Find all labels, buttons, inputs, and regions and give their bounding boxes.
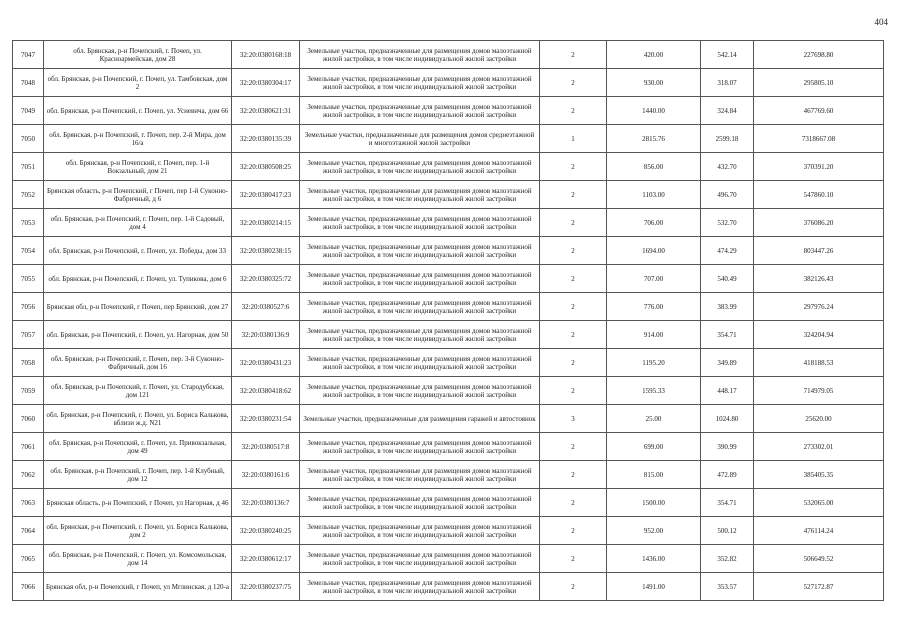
row-number-cell: 7060 [13, 405, 44, 433]
row-number-cell: 7052 [13, 181, 44, 209]
address-cell: обл. Брянская, р-н Почепский, г. Почеп, ул. Бориса Калькова, дом 2 [44, 517, 232, 545]
cadastral-value-cell: 714979.05 [754, 377, 884, 405]
cadastral-number-cell: 32:20:0380136:7 [232, 489, 300, 517]
table-row [13, 461, 884, 489]
cadastral-number-cell: 32:20:0380161:6 [232, 461, 300, 489]
table-row [13, 321, 884, 349]
cadastral-value-cell: 476114.24 [754, 517, 884, 545]
cadastral-number-cell: 32:20:0380417:23 [232, 181, 300, 209]
row-number-cell: 7059 [13, 377, 44, 405]
category-cell: 2 [540, 41, 607, 69]
table-row [13, 517, 884, 545]
table-row [13, 405, 884, 433]
category-cell: 2 [540, 321, 607, 349]
specific-value-cell: 448.17 [701, 377, 754, 405]
table-row [13, 293, 884, 321]
category-cell: 2 [540, 349, 607, 377]
table-row [13, 153, 884, 181]
specific-value-cell: 353.57 [701, 573, 754, 601]
category-cell: 2 [540, 573, 607, 601]
cadastral-value-cell: 547860.10 [754, 181, 884, 209]
row-number-cell: 7064 [13, 517, 44, 545]
category-cell: 3 [540, 405, 607, 433]
land-use-cell: Земельные участки, предназначенные для размещения домов малоэтажной жилой застройки, в том числе индивидуальной жилой застройки [300, 69, 540, 97]
address-cell: обл. Брянская, р-н Почепский, г. Почеп, пер. 1-й Клубный, дом 12 [44, 461, 232, 489]
land-use-cell: Земельные участки, предназначенные для размещения домов малоэтажной жилой застройки, в том числе индивидуальной жилой застройки [300, 321, 540, 349]
category-cell: 2 [540, 97, 607, 125]
specific-value-cell: 383.99 [701, 293, 754, 321]
cadastral-number-cell: 32:20:0380168:18 [232, 41, 300, 69]
category-cell: 2 [540, 181, 607, 209]
address-cell: обл. Брянская, р-н Почепский, г. Почеп, ул. Тупикова, дом 6 [44, 265, 232, 293]
cadastral-value-cell: 295805.10 [754, 69, 884, 97]
cadastral-number-cell: 32:20:0380508:25 [232, 153, 300, 181]
address-cell: обл. Брянская, р-н Почепский, г. Почеп, ул. Привокзальная, дом 49 [44, 433, 232, 461]
land-use-cell: Земельные участки, предназначенные для размещения домов малоэтажной жилой застройки, в том числе индивидуальной жилой застройки [300, 517, 540, 545]
area-cell: 776.00 [607, 293, 701, 321]
area-cell: 1595.33 [607, 377, 701, 405]
specific-value-cell: 354.71 [701, 321, 754, 349]
row-number-cell: 7056 [13, 293, 44, 321]
area-cell: 706.00 [607, 209, 701, 237]
area-cell: 420.00 [607, 41, 701, 69]
row-number-cell: 7058 [13, 349, 44, 377]
cadastral-value-cell: 467769.60 [754, 97, 884, 125]
area-cell: 914.00 [607, 321, 701, 349]
cadastral-number-cell: 32:20:0380237:75 [232, 573, 300, 601]
specific-value-cell: 540.49 [701, 265, 754, 293]
specific-value-cell: 472.89 [701, 461, 754, 489]
address-cell: Брянская область, р-н Почепский, г Почеп, ул Нагорная, д 46 [44, 489, 232, 517]
cadastral-number-cell: 32:20:0380527:6 [232, 293, 300, 321]
area-cell: 952.00 [607, 517, 701, 545]
table-row [13, 97, 884, 125]
table-row [13, 265, 884, 293]
specific-value-cell: 500.12 [701, 517, 754, 545]
land-use-cell: Земельные участки, предназначенные для размещения домов малоэтажной жилой застройки, в том числе индивидуальной жилой застройки [300, 41, 540, 69]
row-number-cell: 7048 [13, 69, 44, 97]
cadastral-value-cell: 532065.00 [754, 489, 884, 517]
row-number-cell: 7057 [13, 321, 44, 349]
area-cell: 1491.00 [607, 573, 701, 601]
category-cell: 2 [540, 545, 607, 573]
category-cell: 2 [540, 377, 607, 405]
land-use-cell: Земельные участки, предназначенные для размещения домов малоэтажной жилой застройки, в том числе индивидуальной жилой застройки [300, 209, 540, 237]
cadastral-value-cell: 382126.43 [754, 265, 884, 293]
land-use-cell: Земельные участки, предназначенные для размещения гаражей и автостоянок [300, 405, 540, 433]
category-cell: 2 [540, 293, 607, 321]
specific-value-cell: 496.70 [701, 181, 754, 209]
cadastral-number-cell: 32:20:0380135:39 [232, 125, 300, 153]
area-cell: 707.00 [607, 265, 701, 293]
address-cell: обл. Брянская, р-н Почепский, г. Почеп, ул. Комсомольская, дом 14 [44, 545, 232, 573]
specific-value-cell: 1024.80 [701, 405, 754, 433]
category-cell: 2 [540, 517, 607, 545]
row-number-cell: 7051 [13, 153, 44, 181]
specific-value-cell: 324.84 [701, 97, 754, 125]
address-cell: обл. Брянская, р-н Почепский, г. Почеп, пер. 3-й Суконно-Фабричный, дом 16 [44, 349, 232, 377]
specific-value-cell: 354.71 [701, 489, 754, 517]
address-cell: обл. Брянская, р-н Почепский, г. Почеп, пер. 1-й Садовый, дом 4 [44, 209, 232, 237]
land-use-cell: Земельные участки, предназначенные для размещения домов малоэтажной жилой застройки, в том числе индивидуальной жилой застройки [300, 433, 540, 461]
area-cell: 1195.20 [607, 349, 701, 377]
specific-value-cell: 349.89 [701, 349, 754, 377]
address-cell: обл. Брянская, р-н Почепский, г. Почеп, пер. 1-й Вокзальный, дом 21 [44, 153, 232, 181]
land-use-cell: Земельные участки, предназначенные для размещения домов малоэтажной жилой застройки, в том числе индивидуальной жилой застройки [300, 545, 540, 573]
area-cell: 25.00 [607, 405, 701, 433]
cadastral-value-cell: 418188.53 [754, 349, 884, 377]
area-cell: 699.00 [607, 433, 701, 461]
area-cell: 2815.76 [607, 125, 701, 153]
page-number: 404 [874, 17, 888, 27]
specific-value-cell: 474.29 [701, 237, 754, 265]
cadastral-value-cell: 7318667.08 [754, 125, 884, 153]
table-row [13, 237, 884, 265]
cadastral-number-cell: 32:20:0380238:15 [232, 237, 300, 265]
cadastral-number-cell: 32:20:0380325:72 [232, 265, 300, 293]
category-cell: 2 [540, 433, 607, 461]
row-number-cell: 7062 [13, 461, 44, 489]
land-use-cell: Земельные участки, предназначенные для размещения домов малоэтажной жилой застройки, в том числе индивидуальной жилой застройки [300, 97, 540, 125]
row-number-cell: 7049 [13, 97, 44, 125]
land-use-cell: Земельные участки, предназначенные для размещения домов малоэтажной жилой застройки, в том числе индивидуальной жилой застройки [300, 237, 540, 265]
land-use-cell: Земельные участки, предназначенные для размещения домов малоэтажной жилой застройки, в том числе индивидуальной жилой застройки [300, 377, 540, 405]
address-cell: обл. Брянская, р-н Почепский, г. Почеп, ул. Бориса Калькова, вблизи ж.д. N21 [44, 405, 232, 433]
specific-value-cell: 432.70 [701, 153, 754, 181]
cadastral-value-cell: 370391.20 [754, 153, 884, 181]
address-cell: обл. Брянская, р-н Почепский, г. Почеп, ул. Красноармейская, дом 28 [44, 41, 232, 69]
address-cell: Брянская обл, р-н Почепский, г Почеп, ул Мглинская, д 120-а [44, 573, 232, 601]
row-number-cell: 7063 [13, 489, 44, 517]
table-row [13, 125, 884, 153]
category-cell: 2 [540, 237, 607, 265]
area-cell: 1694.00 [607, 237, 701, 265]
category-cell: 2 [540, 153, 607, 181]
cadastral-number-cell: 32:20:0380231:54 [232, 405, 300, 433]
specific-value-cell: 318.07 [701, 69, 754, 97]
land-use-cell: Земельные участки, предназначенные для размещения домов малоэтажной жилой застройки, в том числе индивидуальной жилой застройки [300, 153, 540, 181]
area-cell: 1103.00 [607, 181, 701, 209]
row-number-cell: 7055 [13, 265, 44, 293]
row-number-cell: 7047 [13, 41, 44, 69]
table-row [13, 545, 884, 573]
address-cell: Брянская область, р-н Почепский, г Почеп, пер 1-й Суконно-Фабричный, д 6 [44, 181, 232, 209]
table-body [13, 41, 884, 601]
area-cell: 856.00 [607, 153, 701, 181]
cadastral-number-cell: 32:20:0380612:17 [232, 545, 300, 573]
area-cell: 1436.00 [607, 545, 701, 573]
land-use-cell: Земельные участки, предназначенные для размещения домов среднеэтажной и многоэтажной жилой застройки [300, 125, 540, 153]
specific-value-cell: 352.82 [701, 545, 754, 573]
table-row [13, 181, 884, 209]
category-cell: 2 [540, 489, 607, 517]
row-number-cell: 7054 [13, 237, 44, 265]
cadastral-number-cell: 32:20:0380431:23 [232, 349, 300, 377]
cadastral-value-cell: 324204.94 [754, 321, 884, 349]
cadastral-value-cell: 803447.26 [754, 237, 884, 265]
specific-value-cell: 542.14 [701, 41, 754, 69]
table-row [13, 349, 884, 377]
cadastral-value-cell: 506649.52 [754, 545, 884, 573]
row-number-cell: 7050 [13, 125, 44, 153]
row-number-cell: 7053 [13, 209, 44, 237]
land-use-cell: Земельные участки, предназначенные для размещения домов малоэтажной жилой застройки, в том числе индивидуальной жилой застройки [300, 489, 540, 517]
cadastral-value-cell: 273302.01 [754, 433, 884, 461]
row-number-cell: 7065 [13, 545, 44, 573]
land-use-cell: Земельные участки, предназначенные для размещения домов малоэтажной жилой застройки, в том числе индивидуальной жилой застройки [300, 349, 540, 377]
address-cell: обл. Брянская, р-н Почепский, г. Почеп, ул. Усиевича, дом 66 [44, 97, 232, 125]
table-row [13, 41, 884, 69]
area-cell: 815.00 [607, 461, 701, 489]
area-cell: 1440.00 [607, 97, 701, 125]
cadastral-value-cell: 376086.20 [754, 209, 884, 237]
cadastral-value-cell: 25620.00 [754, 405, 884, 433]
table-row [13, 489, 884, 517]
area-cell: 1500.00 [607, 489, 701, 517]
table-row [13, 433, 884, 461]
cadastral-number-cell: 32:20:0380304:17 [232, 69, 300, 97]
category-cell: 1 [540, 125, 607, 153]
cadastral-value-cell: 385405.35 [754, 461, 884, 489]
address-cell: Брянская обл, р-н Почепский, г Почеп, пер Брянский, дом 27 [44, 293, 232, 321]
cadastral-value-cell: 527172.87 [754, 573, 884, 601]
land-use-cell: Земельные участки, предназначенные для размещения домов малоэтажной жилой застройки, в том числе индивидуальной жилой застройки [300, 461, 540, 489]
table-row [13, 573, 884, 601]
cadastral-number-cell: 32:20:0380214:15 [232, 209, 300, 237]
cadastral-number-cell: 32:20:0380136:9 [232, 321, 300, 349]
cadastral-number-cell: 32:20:0380621:31 [232, 97, 300, 125]
cadastral-number-cell: 32:20:0380240:25 [232, 517, 300, 545]
specific-value-cell: 390.99 [701, 433, 754, 461]
row-number-cell: 7066 [13, 573, 44, 601]
cadastral-number-cell: 32:20:0380517:8 [232, 433, 300, 461]
table-row [13, 377, 884, 405]
address-cell: обл. Брянская, р-н Почепский, г. Почеп, ул. Стародубская, дом 121 [44, 377, 232, 405]
address-cell: обл. Брянская, р-н Почепский, г. Почеп, ул. Тамбовская, дом 2 [44, 69, 232, 97]
land-registry-table [12, 40, 884, 601]
table-row [13, 209, 884, 237]
specific-value-cell: 2599.18 [701, 125, 754, 153]
address-cell: обл. Брянская, р-н Почепский, г. Почеп, пер. 2-й Мира, дом 16/а [44, 125, 232, 153]
category-cell: 2 [540, 69, 607, 97]
address-cell: обл. Брянская, р-н Почепский, г. Почеп, ул. Нагорная, дом 50 [44, 321, 232, 349]
land-use-cell: Земельные участки, предназначенные для размещения домов малоэтажной жилой застройки, в том числе индивидуальной жилой застройки [300, 293, 540, 321]
category-cell: 2 [540, 265, 607, 293]
table-row [13, 69, 884, 97]
area-cell: 930.00 [607, 69, 701, 97]
land-use-cell: Земельные участки, предназначенные для размещения домов малоэтажной жилой застройки, в том числе индивидуальной жилой застройки [300, 181, 540, 209]
cadastral-value-cell: 227698.80 [754, 41, 884, 69]
land-use-cell: Земельные участки, предназначенные для размещения домов малоэтажной жилой застройки, в том числе индивидуальной жилой застройки [300, 265, 540, 293]
category-cell: 2 [540, 209, 607, 237]
row-number-cell: 7061 [13, 433, 44, 461]
address-cell: обл. Брянская, р-н Почепский, г. Почеп, ул. Победы, дом 33 [44, 237, 232, 265]
cadastral-number-cell: 32:20:0380418:62 [232, 377, 300, 405]
category-cell: 2 [540, 461, 607, 489]
land-use-cell: Земельные участки, предназначенные для размещения домов малоэтажной жилой застройки, в том числе индивидуальной жилой застройки [300, 573, 540, 601]
cadastral-value-cell: 297976.24 [754, 293, 884, 321]
specific-value-cell: 532.70 [701, 209, 754, 237]
